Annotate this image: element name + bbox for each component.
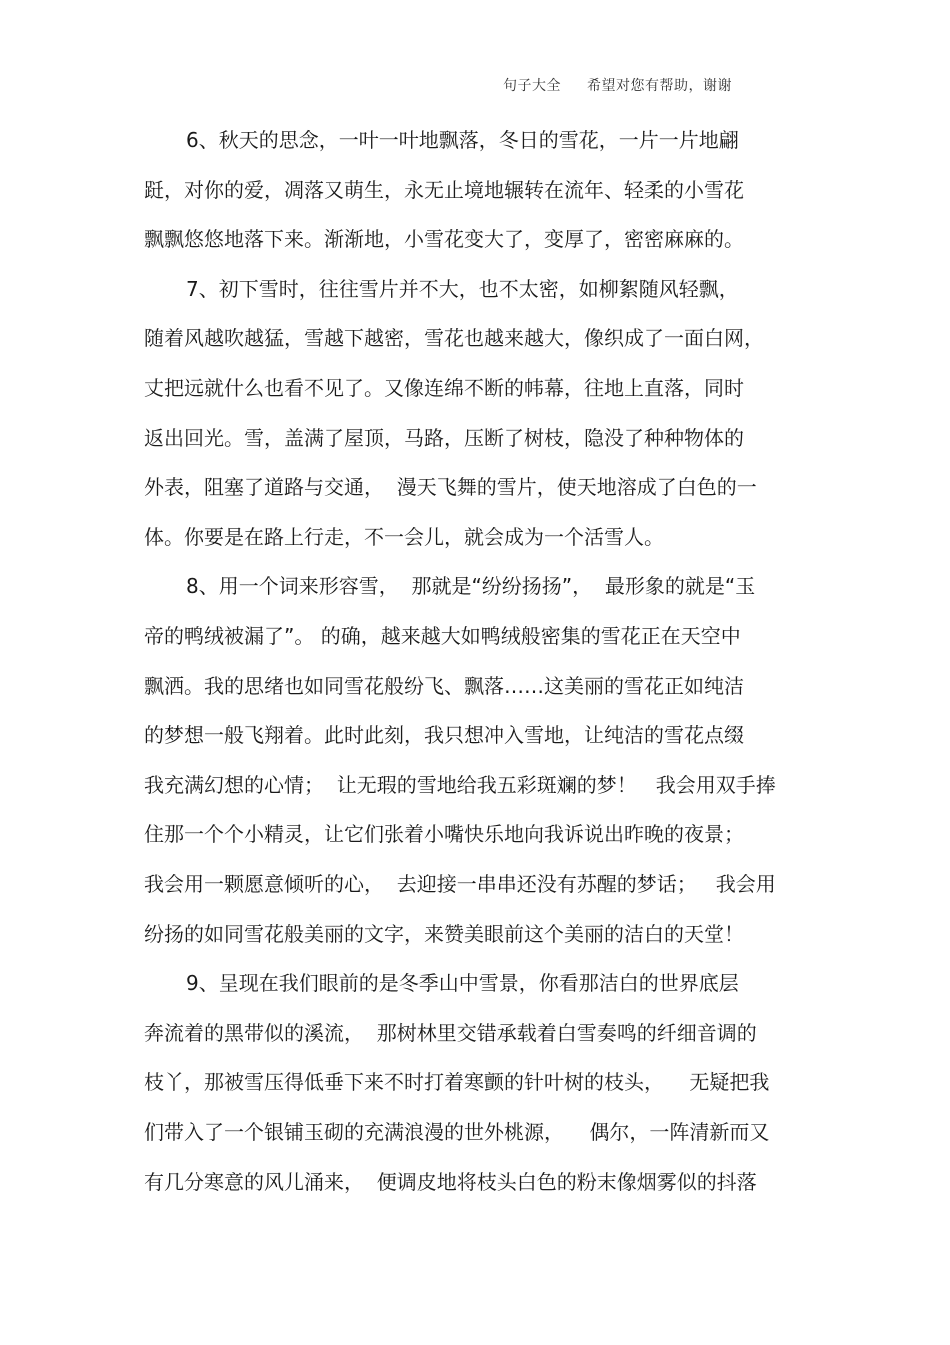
- text-line: 枝丫，那被雪压得低垂下来不时打着寒颤的针叶树的枝头， 无疑把我: [144, 1070, 770, 1095]
- page-header: [503, 75, 732, 95]
- text-line: 们带入了一个银铺玉砌的充满浪漫的世外桃源， 偶尔，一阵清新而又: [144, 1120, 770, 1144]
- text-line: 跹，对你的爱，凋落又萌生，永无止境地辗转在流年、轻柔的小雪花: [144, 177, 744, 202]
- text-line: 丈把远就什么也看不见了。又像连绵不断的帏幕，往地上直落，同时: [144, 376, 744, 400]
- text-line: 体。你要是在路上行走，不一会儿，就会成为一个活雪人。: [144, 524, 664, 549]
- text-line: 住那一个个小精灵，让它们张着小嘴快乐地向我诉说出昨晚的夜景；: [144, 822, 744, 847]
- text-line: 返出回光。雪，盖满了屋顶，马路，压断了树枝，隐没了种种物体的: [144, 425, 744, 450]
- text-line: 帝的鸭绒被漏了”。 的确，越来越大如鸭绒般密集的雪花正在天空中: [144, 624, 741, 648]
- text-line: 飘洒。我的思绪也如同雪花般纷飞、飘落……这美丽的雪花正如纯洁: [144, 673, 744, 698]
- text-line: 纷扬的如同雪花般美丽的文字，来赞美眼前这个美丽的洁白的天堂！: [144, 921, 744, 946]
- text-line: 随着风越吹越猛，雪越下越密，雪花也越来越大，像织成了一面白网，: [144, 326, 764, 351]
- text-line: 外表，阻塞了道路与交通， 漫天飞舞的雪片，使天地溶成了白色的一: [144, 475, 757, 500]
- text-line: 8、用一个词来形容雪， 那就是“纷纷扬扬”， 最形象的就是“玉: [186, 574, 756, 599]
- text-line: 7、初下雪时，往往雪片并不大，也不太密，如柳絮随风轻飘，: [186, 276, 739, 301]
- text-line: 6、秋天的思念，一叶一叶地飘落，冬日的雪花，一片一片地翩: [186, 128, 739, 152]
- header-title: 句子大全: [503, 78, 561, 94]
- text-line: 我充满幻想的心情； 让无瑕的雪地给我五彩斑斓的梦！ 我会用双手捧: [144, 772, 776, 797]
- text-line: 有几分寒意的风儿涌来， 便调皮地将枝头白色的粉末像烟雾似的抖落: [144, 1169, 757, 1194]
- text-line: 我会用一颗愿意倾听的心， 去迎接一串串还没有苏醒的梦话； 我会用: [144, 872, 776, 896]
- text-line: 的梦想一般飞翔着。此时此刻，我只想冲入雪地，让纯洁的雪花点缀: [144, 723, 744, 748]
- header-subtitle: 希望对您有帮助，谢谢: [587, 78, 732, 94]
- text-line: 9、呈现在我们眼前的是冬季山中雪景，你看那洁白的世界底层: [186, 971, 739, 996]
- text-line: 飘飘悠悠地落下来。渐渐地，小雪花变大了，变厚了，密密麻麻的。: [144, 227, 744, 252]
- text-line: 奔流着的黑带似的溪流， 那树林里交错承载着白雪奏鸣的纤细音调的: [144, 1020, 757, 1045]
